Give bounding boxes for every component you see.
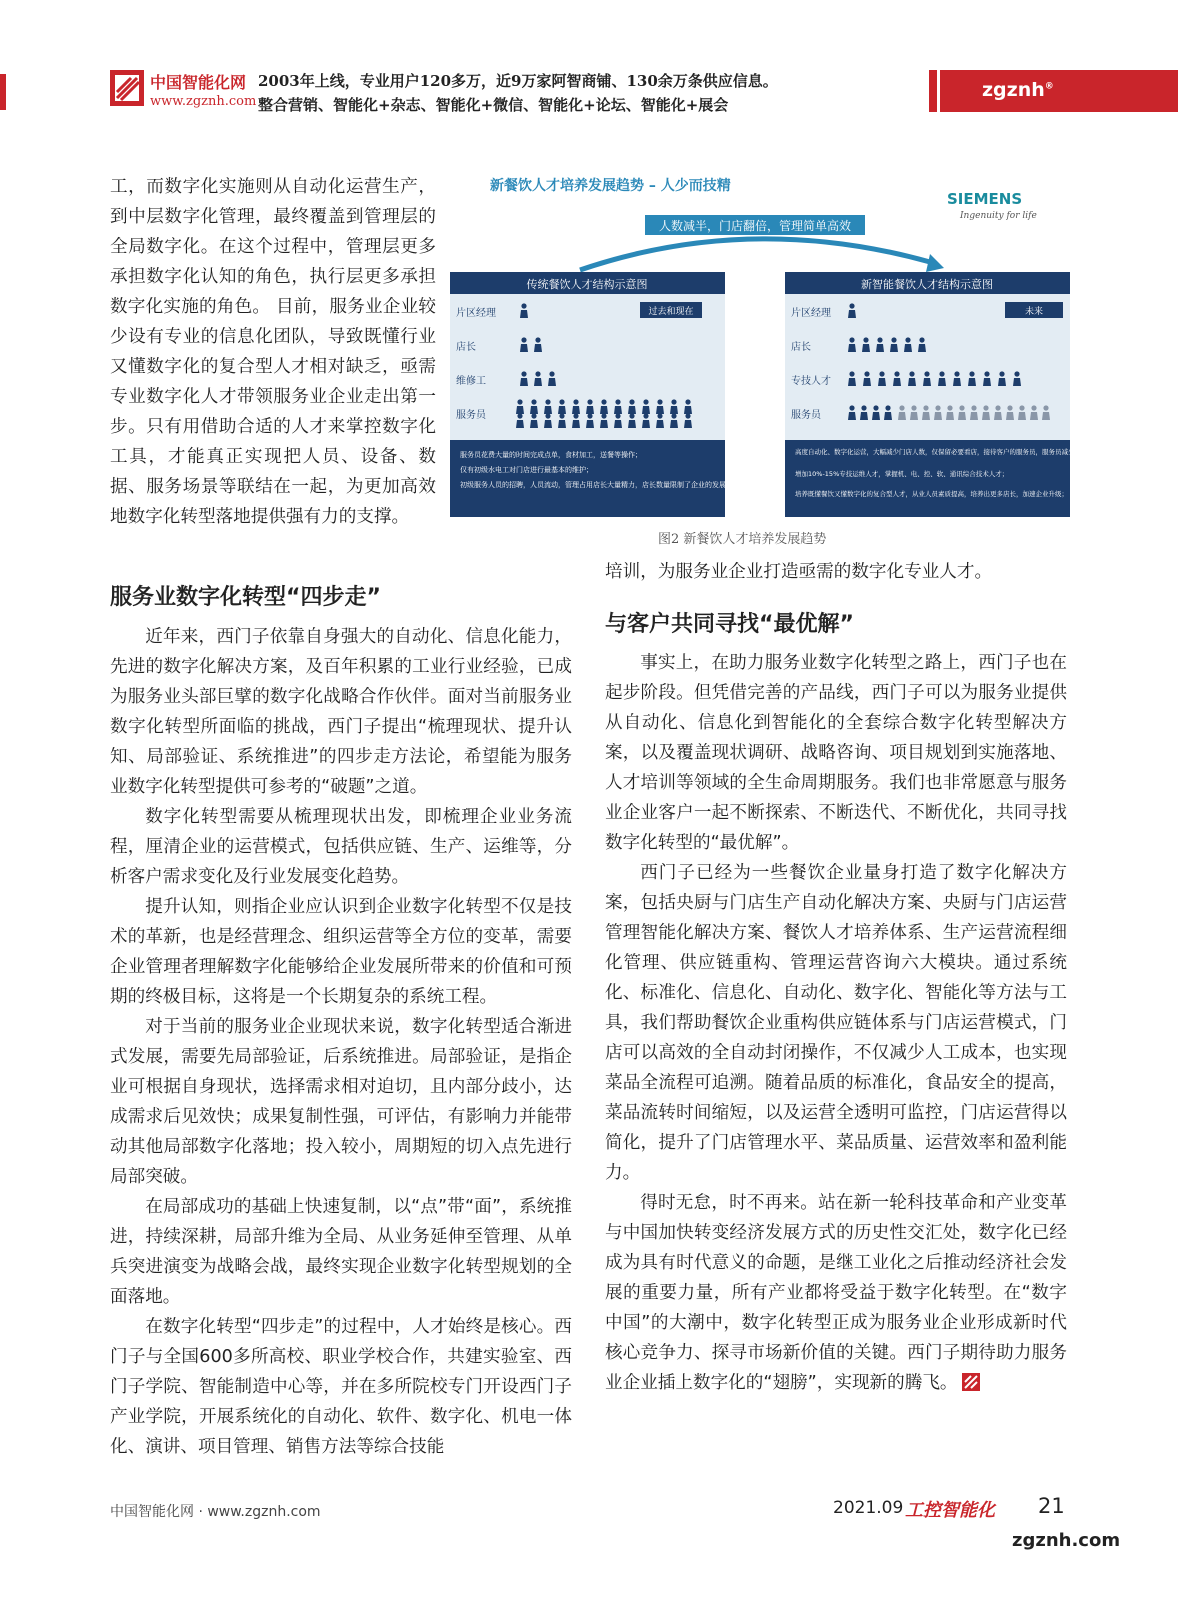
person-body-icon	[968, 378, 976, 386]
person-icon	[947, 405, 952, 410]
person-body-icon	[863, 378, 871, 386]
person-icon	[685, 413, 690, 418]
person-icon	[983, 405, 988, 410]
person-body-icon	[983, 378, 991, 386]
person-body-icon	[1030, 412, 1038, 420]
person-icon	[521, 303, 526, 308]
left-para-5: 在数字化转型“四步走”的过程中，人才始终是核心。西门子与全国600多所高校、职业学校合作，共建实验室、西门子学院、智能制造中心等，并在多所院校专门开设西门子产业学院，开展系统化的自动化、软件、数字化、机电一体化、演讲、项目管理、销售方法等综合技能	[110, 1317, 572, 1457]
person-icon	[671, 399, 676, 404]
header-brand: 中国智能化网	[150, 73, 247, 92]
person-body-icon	[544, 406, 552, 414]
person-body-icon	[684, 406, 692, 414]
person-icon	[864, 371, 869, 376]
person-body-icon	[642, 420, 650, 428]
right-note-2: 培养既懂餐饮又懂数字化的复合型人才，从业人员素质提高，培养出更多店长，加速企业升级；	[795, 490, 1068, 498]
person-body-icon	[878, 378, 886, 386]
person-body-icon	[600, 420, 608, 428]
person-icon	[517, 399, 522, 404]
person-icon	[971, 405, 976, 410]
end-mark-icon	[962, 1373, 980, 1391]
person-body-icon	[534, 344, 542, 352]
person-body-icon	[872, 412, 880, 420]
person-icon	[685, 399, 690, 404]
figure-title: 新餐饮人才培养发展趋势 – 人少而技精	[490, 178, 731, 194]
left-intro-paragraph: 工，而数字化实施则从自动化运营生产，到中层数字化管理，最终覆盖到管理层的全局数字化。在这个过程中，管理层更多承担数字化认知的角色，执行层更多承担数字化实施的角色。 目前，服务业企业较少设有专业的信息化团队，导致既懂行业又懂数字化的复合型人才相对缺乏，亟需专业数字化人才带领服务业企业走出第一步。只有用借助合适的人才来掌控数字化工具，才能真正实现把人员、设备、数据、服务场景等联结在一起，为更加高效地数字化转型落地提供强有力的支撑。	[110, 177, 436, 527]
person-icon	[643, 413, 648, 418]
person-icon	[657, 413, 662, 418]
person-icon	[531, 399, 536, 404]
left-panel-tag: 过去和现在	[648, 307, 694, 317]
left-para-2: 提升认知，则指企业应认识到企业数字化转型不仅是技术的革新，也是经营理念、组织运营等全方位的变革，需要企业管理者理解数字化能够给企业发展所带来的价值和可预期的终极目标，这将是一个长期复杂的系统工程。	[110, 897, 572, 1007]
person-body-icon	[520, 310, 528, 318]
left-note-2: 初级服务人员的招聘，人员流动，管理占用店长大量精力，店长数量限制了企业的发展；	[460, 481, 733, 489]
header-badge	[929, 70, 1178, 112]
person-body-icon	[994, 412, 1002, 420]
right-para-2-text: 得时无怠，时不再来。站在新一轮科技革命和产业变革与中国加快转变经济发展方式的历史性交汇处，数字化已经成为具有时代意义的命题，是继工业化之后推动经济社会发展的重要力量，所有产业都将受益于数字化转型。在“数字中国”的大潮中，数字化转型正成为服务业企业形成新时代核心竞争力、探寻市场新价值的关键。西门子期待助力服务业企业插上数字化的“翅膀”，实现新的腾飞。	[605, 1193, 1067, 1393]
person-icon	[643, 399, 648, 404]
person-body-icon	[953, 378, 961, 386]
right-body	[605, 648, 1067, 1398]
right-role-3: 服务员	[791, 410, 821, 421]
header-edge-mark	[0, 74, 6, 110]
person-icon	[521, 337, 526, 342]
person-body-icon	[998, 378, 1006, 386]
left-intro	[110, 172, 436, 532]
figure-caption: 图2 新餐饮人才培养发展趋势	[658, 532, 827, 547]
person-body-icon	[586, 420, 594, 428]
person-body-icon	[848, 344, 856, 352]
right-note-1: 增加10%-15%专技运维人才，掌握机、电、控、软、通讯综合技术人才；	[795, 470, 1009, 478]
left-body	[110, 622, 572, 1462]
person-body-icon	[670, 406, 678, 414]
person-body-icon	[642, 406, 650, 414]
person-body-icon	[848, 378, 856, 386]
person-icon	[587, 413, 592, 418]
person-icon	[1043, 405, 1048, 410]
person-body-icon	[572, 420, 580, 428]
figure-svg	[450, 162, 1113, 517]
person-body-icon	[904, 344, 912, 352]
person-body-icon	[1042, 412, 1050, 420]
left-note-1: 仅有初级水电工对门店进行最基本的维护；	[460, 466, 593, 474]
person-icon	[549, 371, 554, 376]
right-panel-tag: 未来	[1024, 307, 1044, 317]
person-icon	[885, 405, 890, 410]
person-body-icon	[862, 344, 870, 352]
person-icon	[559, 413, 564, 418]
person-icon	[1014, 371, 1019, 376]
person-icon	[531, 413, 536, 418]
person-icon	[995, 405, 1000, 410]
person-body-icon	[848, 310, 856, 318]
right-para-2	[605, 1188, 1067, 1398]
person-icon	[1007, 405, 1012, 410]
person-icon	[849, 405, 854, 410]
person-body-icon	[890, 344, 898, 352]
person-icon	[849, 303, 854, 308]
left-note-0: 服务员花费大量的时间完成点单，食材加工，送餐等操作；	[460, 451, 642, 459]
person-icon	[924, 371, 929, 376]
person-icon	[849, 337, 854, 342]
left-para-1: 数字化转型需要从梳理现状出发，即梳理企业业务流程，厘清企业的运营模式，包括供应链、生产、运维等，分析客户需求变化及行业发展变化趋势。	[110, 807, 572, 887]
person-body-icon	[923, 378, 931, 386]
person-icon	[1019, 405, 1024, 410]
header-tagline-2: 整合营销、智能化+杂志、智能化+微信、智能化+论坛、智能化+展会	[258, 96, 729, 114]
person-body-icon	[586, 406, 594, 414]
person-body-icon	[544, 420, 552, 428]
person-body-icon	[898, 412, 906, 420]
header-tagline-1: 2003年上线，专业用户120多万，近9万家阿智商铺、130余万条供应信息。	[258, 72, 778, 90]
person-icon	[984, 371, 989, 376]
right-continuation	[605, 557, 1067, 587]
person-icon	[879, 371, 884, 376]
person-body-icon	[918, 344, 926, 352]
left-para-0: 近年来，西门子依靠自身强大的自动化、信息化能力，先进的数字化解决方案，及百年积累的工业行业经验，已成为服务业头部巨擘的数字化战略合作伙伴。面对当前服务业数字化转型所面临的挑战，西门子提出“梳理现状、提升认知、局部验证、系统推进”的四步走方法论，希望能为服务业数字化转型提供可参考的“破题”之道。	[110, 627, 572, 797]
person-body-icon	[946, 412, 954, 420]
person-icon	[671, 413, 676, 418]
person-body-icon	[938, 378, 946, 386]
page-number: 21	[1038, 1494, 1065, 1518]
left-role-3: 服务员	[456, 410, 486, 421]
person-body-icon	[1006, 412, 1014, 420]
person-icon	[601, 413, 606, 418]
right-para-0: 事实上，在助力服务业数字化转型之路上，西门子也在起步阶段。但凭借完善的产品线，西门子可以为服务业提供从自动化、信息化到智能化的全套综合数字化转型解决方案，以及覆盖现状调研、战略咨询、项目规划到实施落地、人才培训等领域的全生命周期服务。我们也非常愿意与服务业企业客户一起不断探索、不断迭代、不断优化，共同寻找数字化转型的“最优解”。	[605, 653, 1067, 853]
person-icon	[545, 399, 550, 404]
person-body-icon	[628, 420, 636, 428]
right-role-0: 片区经理	[791, 308, 831, 319]
left-role-1: 店长	[456, 342, 476, 353]
person-body-icon	[614, 420, 622, 428]
person-icon	[863, 337, 868, 342]
right-role-1: 店长	[791, 342, 811, 353]
left-role-0: 片区经理	[456, 308, 496, 319]
person-icon	[969, 371, 974, 376]
person-icon	[573, 413, 578, 418]
right-cont-paragraph: 培训，为服务业企业打造亟需的数字化专业人才。	[605, 562, 993, 582]
footer-watermark: zgznh.com	[1012, 1530, 1121, 1551]
right-para-1: 西门子已经为一些餐饮企业量身打造了数字化解决方案，包括央厨与门店生产自动化解决方案、央厨与门店运营管理智能化解决方案、餐饮人才培养体系、生产运营流程细化管理、供应链重构、管理运营咨询六大模块。通过系统化、标准化、信息化、自动化、数字化、智能化等方法与工具，我们帮助餐饮企业重构供应链体系与门店运营模式，门店可以高效的全自动封闭操作，不仅减少人工成本，也实现菜品全流程可追溯。随着品质的标准化，食品安全的提高，菜品流转时间缩短，以及运营全透明可监控，门店运营得以简化，提升了门店管理水平、菜品质量、运营效率和盈利能力。	[605, 863, 1067, 1183]
person-icon	[629, 399, 634, 404]
person-icon	[545, 413, 550, 418]
person-body-icon	[670, 420, 678, 428]
person-body-icon	[530, 406, 538, 414]
person-body-icon	[600, 406, 608, 414]
person-icon	[959, 405, 964, 410]
person-icon	[559, 399, 564, 404]
person-icon	[954, 371, 959, 376]
person-body-icon	[1013, 378, 1021, 386]
person-icon	[535, 371, 540, 376]
header-badge-text: zgznh	[982, 79, 1045, 101]
person-icon	[873, 405, 878, 410]
person-icon	[905, 337, 910, 342]
header-badge-mark: ®	[1044, 81, 1054, 92]
person-body-icon	[922, 412, 930, 420]
person-icon	[894, 371, 899, 376]
person-body-icon	[934, 412, 942, 420]
left-para-3: 对于当前的服务业企业现状来说，数字化转型适合渐进式发展，需要先局部验证，后系统推进。局部验证，是指企业可根据自身现状，选择需求相对迫切，且内部分歧小，达成需求后见效快；成果复制性强，可评估，有影响力并能带动其他局部数字化落地；投入较小，周期短的切入点先进行局部突破。	[110, 1017, 572, 1187]
left-para-4: 在局部成功的基础上快速复制，以“点”带“面”，系统推进，持续深耕，局部升维为全局、从业务延伸至管理、从单兵突进演变为战略会战，最终实现企业数字化转型规划的全面落地。	[110, 1197, 572, 1307]
person-body-icon	[958, 412, 966, 420]
right-panel-title: 新智能餐饮人才结构示意图	[861, 278, 993, 291]
left-panel-title: 传统餐饮人才结构示意图	[526, 278, 648, 291]
person-icon	[657, 399, 662, 404]
person-body-icon	[970, 412, 978, 420]
person-body-icon	[534, 378, 542, 386]
person-icon	[1031, 405, 1036, 410]
person-icon	[909, 371, 914, 376]
person-body-icon	[516, 406, 524, 414]
person-icon	[899, 405, 904, 410]
person-body-icon	[848, 412, 856, 420]
person-body-icon	[910, 412, 918, 420]
person-icon	[629, 413, 634, 418]
person-body-icon	[558, 406, 566, 414]
person-icon	[601, 399, 606, 404]
arrow-label: 人数减半，门店翻倍，管理简单高效	[658, 219, 852, 233]
person-body-icon	[884, 412, 892, 420]
person-body-icon	[558, 420, 566, 428]
person-body-icon	[908, 378, 916, 386]
person-body-icon	[982, 412, 990, 420]
person-icon	[919, 337, 924, 342]
person-body-icon	[520, 344, 528, 352]
person-icon	[891, 337, 896, 342]
footer-date: 2021.09	[833, 1498, 904, 1518]
right-heading: 与客户共同寻找“最优解”	[605, 612, 854, 637]
siemens-logo: SIEMENS	[947, 190, 1023, 208]
right-role-2: 专技人才	[791, 376, 831, 387]
person-icon	[911, 405, 916, 410]
person-icon	[517, 413, 522, 418]
person-icon	[587, 399, 592, 404]
person-body-icon	[656, 420, 664, 428]
person-body-icon	[1018, 412, 1026, 420]
person-body-icon	[876, 344, 884, 352]
figure-talent-trend	[450, 162, 1113, 517]
person-icon	[615, 399, 620, 404]
footer-site: 中国智能化网 · www.zgznh.com	[110, 1504, 321, 1520]
person-body-icon	[572, 406, 580, 414]
person-body-icon	[893, 378, 901, 386]
person-icon	[999, 371, 1004, 376]
person-icon	[923, 405, 928, 410]
right-note-0: 高度自动化、数字化运营，大幅减少门店人数，仅保留必要看店，接待客户的服务员，服务员减少40%-70%；	[795, 448, 1113, 456]
person-body-icon	[520, 378, 528, 386]
person-icon	[939, 371, 944, 376]
person-body-icon	[684, 420, 692, 428]
zgznh-logo-icon	[110, 70, 144, 106]
person-icon	[861, 405, 866, 410]
person-icon	[849, 371, 854, 376]
footer-magazine: 工控智能化	[905, 1500, 995, 1521]
person-icon	[935, 405, 940, 410]
person-body-icon	[548, 378, 556, 386]
siemens-slogan: Ingenuity for life	[960, 211, 1037, 221]
person-body-icon	[516, 420, 524, 428]
left-role-2: 维修工	[456, 376, 486, 387]
person-body-icon	[530, 420, 538, 428]
person-icon	[615, 413, 620, 418]
person-icon	[877, 337, 882, 342]
left-heading: 服务业数字化转型“四步走”	[110, 585, 381, 610]
person-body-icon	[614, 406, 622, 414]
person-body-icon	[860, 412, 868, 420]
person-icon	[573, 399, 578, 404]
person-body-icon	[628, 406, 636, 414]
person-icon	[535, 337, 540, 342]
person-body-icon	[656, 406, 664, 414]
header-url[interactable]: www.zgznh.com	[150, 94, 257, 109]
person-icon	[521, 371, 526, 376]
